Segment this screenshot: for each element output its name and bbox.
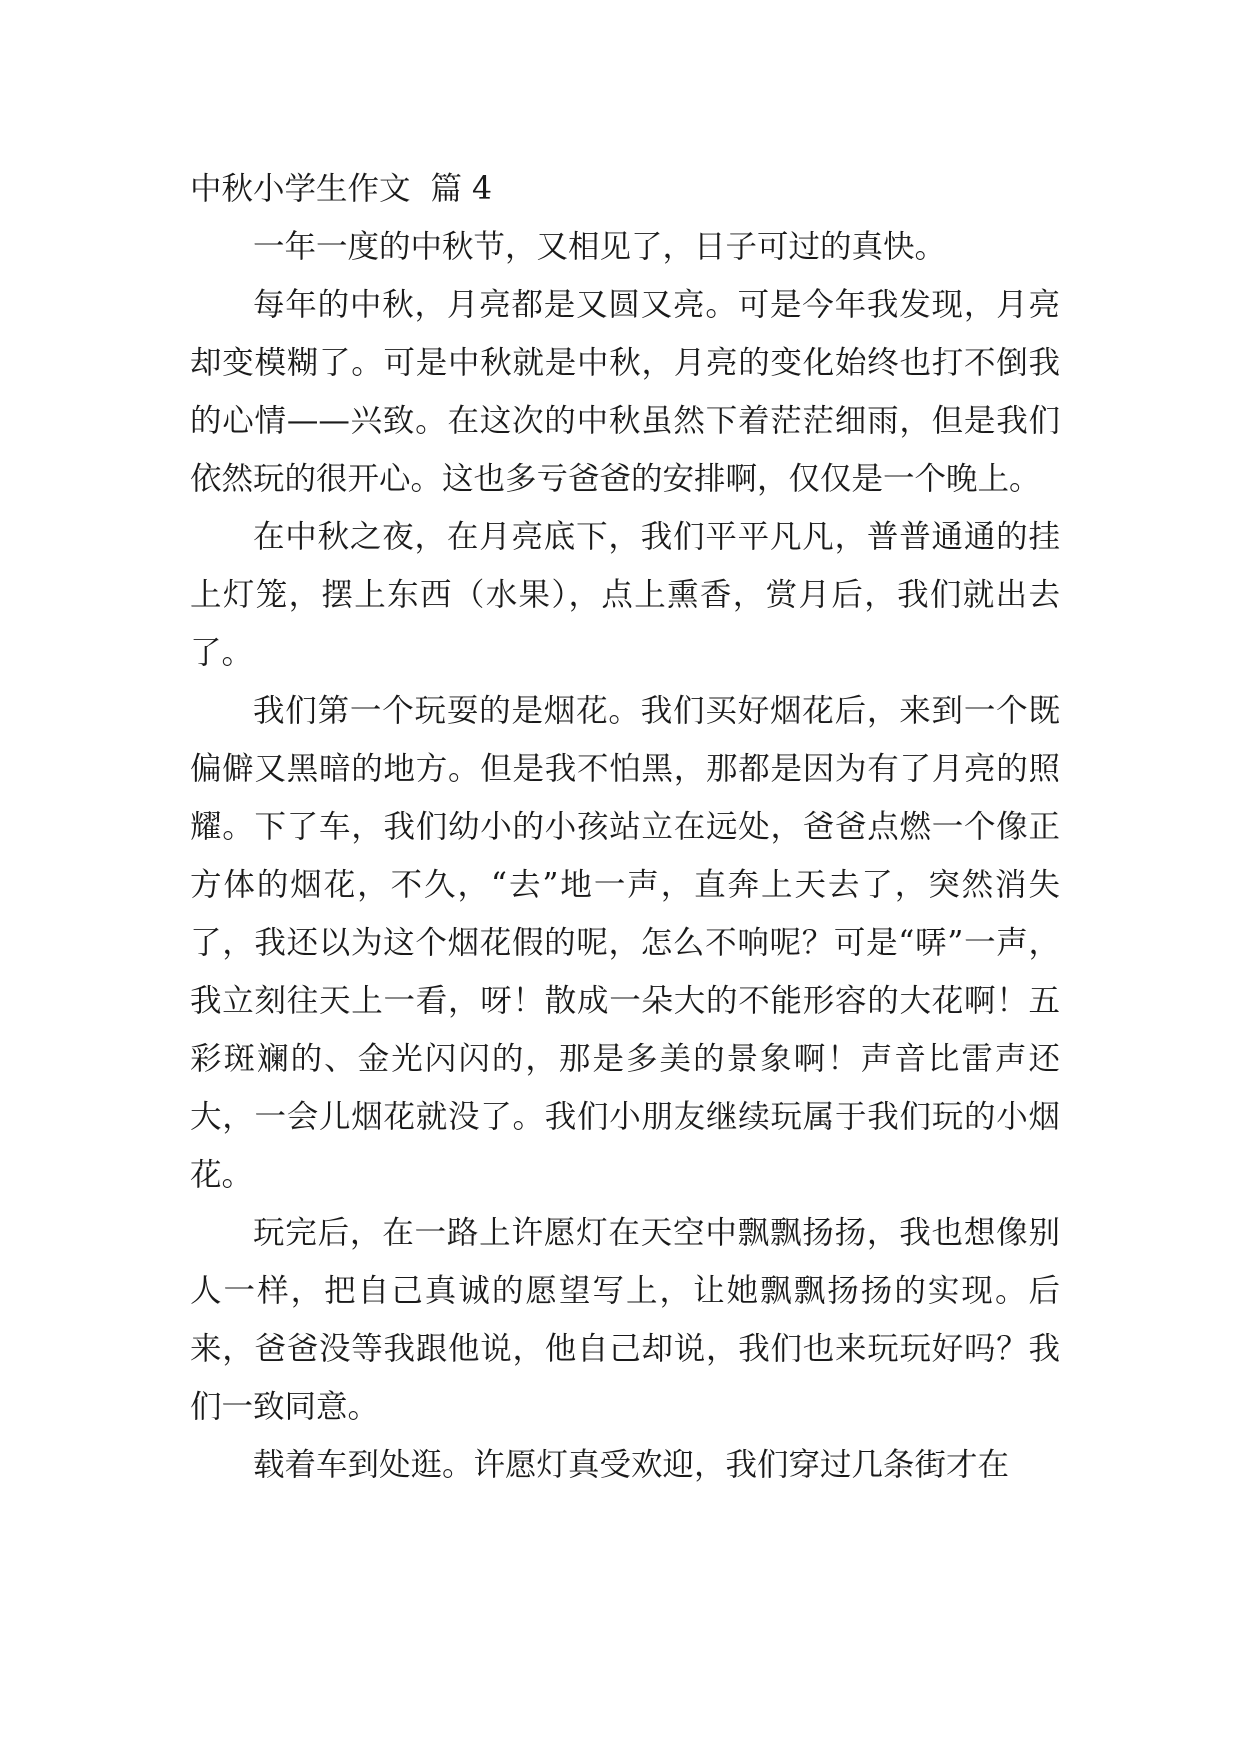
paragraph-4: 我们第一个玩耍的是烟花。我们买好烟花后，来到一个既偏僻又黑暗的地方。但是我不怕黑，那都是因为有了月亮的照耀。下了车，我们幼小的小孩站立在远处，爸爸点燃一个像正方体的烟花，不久，“去”地一声，直奔上天去了，突然消失了，我还以为这个烟花假的呢，怎么不响呢？可是“哢”一声，我立刻往天上一看，呀！散成一朵大的不能形容的大花啊！五彩斑斓的、金光闪闪的，那是多美的景象啊！声音比雷声还大，一会儿烟花就没了。我们小朋友继续玩属于我们玩的小烟花。 [190, 693, 1060, 1193]
article-title: 中秋小学生作文 篇 4 [190, 171, 493, 207]
article-body [190, 160, 1060, 1494]
paragraph-5: 玩完后，在一路上许愿灯在天空中飘飘扬扬，我也想像别人一样，把自己真诚的愿望写上，让她飘飘扬扬的实现。后来，爸爸没等我跟他说，他自己却说，我们也来玩玩好吗？我们一致同意。 [190, 1215, 1060, 1425]
paragraph-3: 在中秋之夜，在月亮底下，我们平平凡凡，普普通通的挂上灯笼，摆上东西（水果），点上熏香，赏月后，我们就出去了。 [190, 519, 1060, 671]
paragraph-1: 一年一度的中秋节，又相见了，日子可过的真快。 [253, 229, 947, 265]
paragraph-2: 每年的中秋，月亮都是又圆又亮。可是今年我发现，月亮却变模糊了。可是中秋就是中秋，月亮的变化始终也打不倒我的心情——兴致。在这次的中秋虽然下着茫茫细雨，但是我们依然玩的很开心。这也多亏爸爸的安排啊，仅仅是一个晚上。 [190, 287, 1060, 497]
paragraph-6: 载着车到处逛。许愿灯真受欢迎，我们穿过几条街才在 [253, 1447, 1010, 1483]
